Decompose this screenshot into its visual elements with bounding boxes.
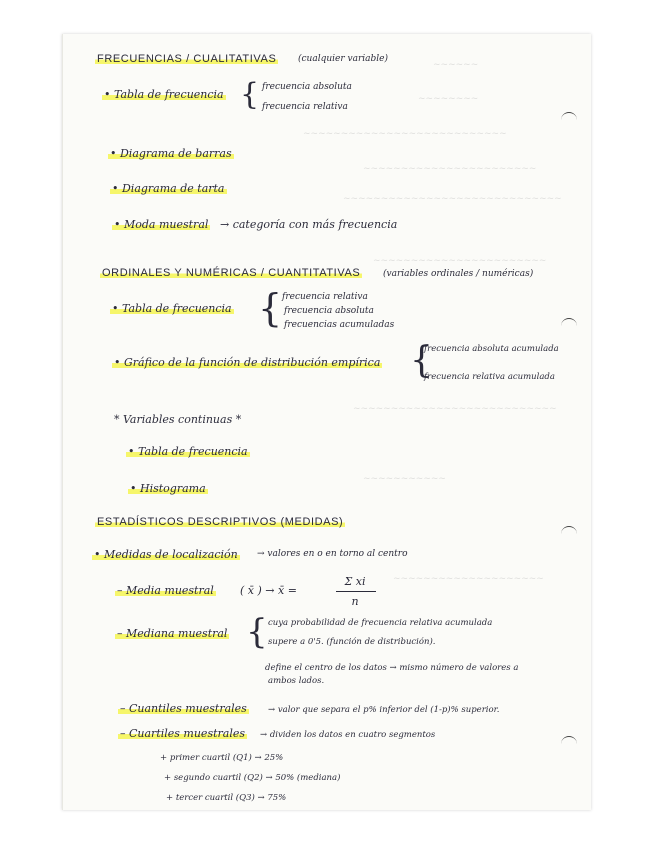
media-formula: ( x̄ ) → x̄ = — [240, 584, 297, 597]
brace: { — [258, 286, 283, 330]
grafico-distribucion-empirica: • Gráfico de la función de distribución empírica — [114, 356, 381, 369]
section-note-cuantitativas: (variables ordinales / numéricas) — [383, 269, 534, 279]
bleed-through-mark: ~~~~~~~~~~~~~~~~~~~~ — [393, 574, 544, 584]
localizacion-definition: → valores en o en torno al centro — [257, 549, 408, 559]
media-numerator: Σ xi — [344, 575, 366, 588]
mediana-definition: cuya probabilidad de frecuencia relativa acumulada — [268, 618, 493, 628]
branch-frecuencia-absoluta: frecuencia absoluta — [284, 306, 374, 316]
section-title-estadisticos: ESTADÍSTICOS DESCRIPTIVOS (MEDIDAS) — [97, 516, 344, 528]
brace: { — [246, 612, 268, 652]
item-tabla-frecuencia-continua: • Tabla de frecuencia — [128, 445, 248, 458]
bleed-through-mark: ~~~~~~ — [433, 60, 479, 70]
bleed-through-mark: ~~~~~~~~~~~~~~~~~~~~~~~~~~~~~ — [343, 194, 562, 204]
moda-definition: → categoría con más frecuencia — [220, 218, 398, 231]
tabla-frecuencia-cualitativa: • Tabla de frecuencia — [104, 88, 224, 101]
item-histograma: • Histograma — [130, 482, 206, 495]
variables-continuas-heading: * Variables continuas * — [114, 413, 242, 426]
brace: { — [410, 340, 433, 381]
binder-hole-mark — [561, 736, 577, 749]
item-diagrama-barras: • Diagrama de barras — [110, 147, 232, 160]
fraction-line — [336, 591, 376, 592]
bleed-through-mark: ~~~~~~~~~~~~~~~~~~~~~~~~~~~ — [303, 129, 507, 139]
mediana-muestral-label: – Mediana muestral — [117, 627, 228, 640]
branch-frecuencia-relativa: frecuencia relativa — [262, 102, 348, 112]
mediana-definition: ambos lados. — [268, 676, 325, 686]
cuartiles-muestrales-label: – Cuartiles muestrales — [120, 727, 246, 740]
mediana-definition: define el centro de los datos → mismo número de valores a — [265, 663, 519, 673]
branch-frecuencia-relativa: frecuencia relativa — [282, 292, 368, 302]
binder-hole-mark — [561, 318, 577, 331]
item-diagrama-tarta: • Diagrama de tarta — [112, 182, 225, 195]
branch-frecuencia-absoluta-acumulada: frecuencia absoluta acumulada — [424, 344, 559, 354]
medidas-localizacion: • Medidas de localización — [94, 548, 238, 561]
bleed-through-mark: ~~~~~~~~~~~~~~~~~~~~~~~~~~~ — [353, 404, 557, 414]
cuantiles-muestrales-label: – Cuantiles muestrales — [120, 702, 247, 715]
brace: { — [240, 77, 260, 112]
cuantiles-definition: → valor que separa el p% inferior del (1-p)% superior. — [268, 705, 500, 715]
section-title-cuantitativas: ORDINALES Y NUMÉRICAS / CUANTITATIVAS — [102, 267, 361, 279]
bleed-through-mark: ~~~~~~~~~~~~~~~~~~~~~~~ — [363, 164, 537, 174]
cuartil-item: + tercer cuartil (Q3) → 75% — [166, 793, 287, 803]
bleed-through-mark: ~~~~~~~~ — [418, 94, 479, 104]
media-denominator: n — [351, 595, 359, 608]
branch-frecuencia-relativa-acumulada: frecuencia relativa acumulada — [424, 372, 555, 382]
cuartil-item: + primer cuartil (Q1) → 25% — [160, 753, 284, 763]
bleed-through-mark: ~~~~~~~~~~~ — [363, 474, 446, 484]
mediana-definition: supere a 0'5. (función de distribución). — [268, 637, 436, 647]
tabla-frecuencia-cuantitativa: • Tabla de frecuencia — [112, 302, 232, 315]
section-title-cualitativas: FRECUENCIAS / CUALITATIVAS — [97, 53, 277, 65]
binder-hole-mark — [561, 526, 577, 539]
cuartiles-definition: → dividen los datos en cuatro segmentos — [260, 730, 436, 740]
media-muestral-label: – Media muestral — [117, 584, 214, 597]
branch-frecuencias-acumuladas: frecuencias acumuladas — [284, 320, 395, 330]
section-note-cualitativas: (cualquier variable) — [298, 54, 388, 64]
item-moda-muestral: • Moda muestral — [114, 218, 209, 231]
bleed-through-mark: ~~~~~~~~~~~~~~~~~~~~~~~ — [373, 256, 547, 266]
binder-hole-mark — [561, 112, 577, 125]
branch-frecuencia-absoluta: frecuencia absoluta — [262, 82, 352, 92]
cuartil-item: + segundo cuartil (Q2) → 50% (mediana) — [164, 773, 341, 783]
